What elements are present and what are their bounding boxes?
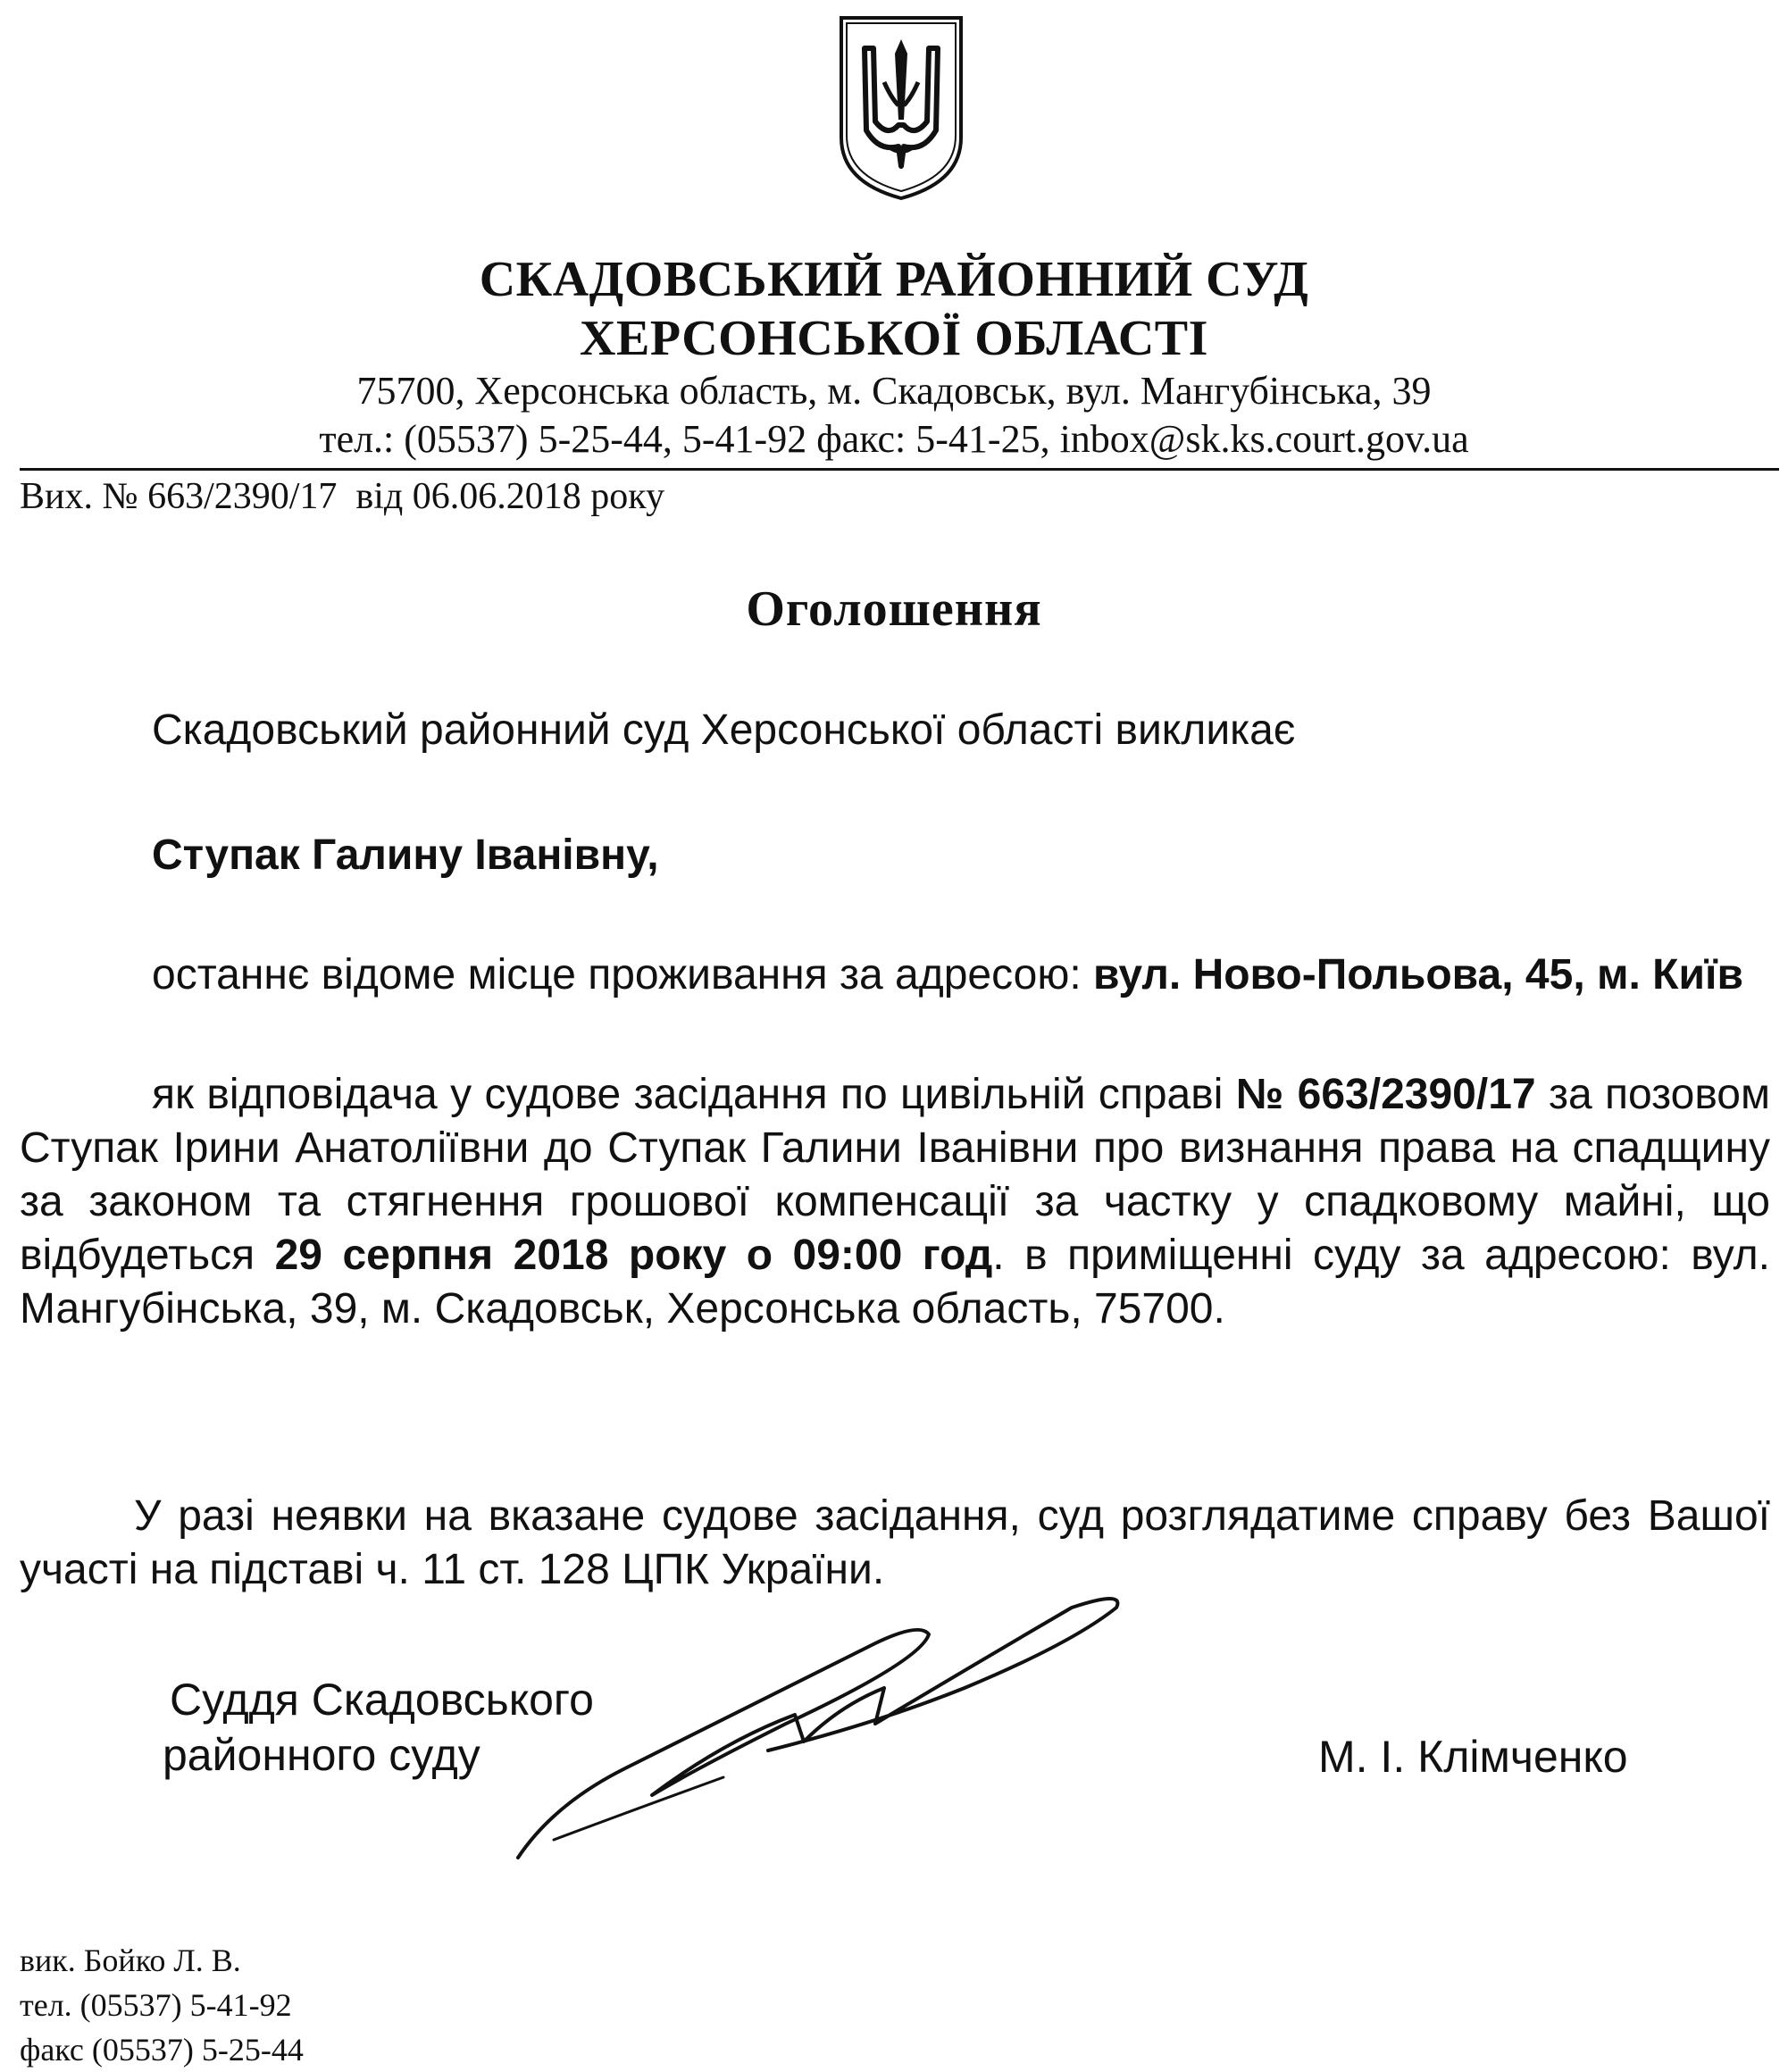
hearing-datetime: 29 серпня 2018 року о 09:00 год (274, 1232, 993, 1279)
executor-fax: факс (05537) 5-25-44 (20, 2032, 304, 2068)
court-name-line1: СКАДОВСЬКИЙ РАЙОННИЙ СУД (479, 252, 1309, 307)
main-paragraph (20, 1068, 1770, 1336)
handwritten-signature-icon (500, 1590, 1143, 1876)
warning-paragraph: У разі неявки на вказане судове засідання, суд розглядатиме справу без Вашої участі на підставі ч. 11 ст. 128 ЦПК України. (20, 1492, 1770, 1593)
document-title: Оголошення (746, 581, 1042, 637)
case-number: № 663/2390/17 (1235, 1071, 1536, 1118)
court-name-line2: ХЕРСОНСЬКОЇ ОБЛАСТІ (580, 311, 1208, 366)
header-divider (20, 468, 1779, 471)
executor-footer (20, 1938, 304, 2072)
main-text-part2: за позовом Ступак Ірини Анатоліївни до Ступак Галини Іванівни про визнання права на спадщину за законом та стягнення грошової компенсації за частку у спадковому майні, що відбудеться (20, 1071, 1770, 1279)
outgoing-number: Вих. № 663/2390/17 від 06.06.2018 року (20, 476, 665, 517)
address-intro: останнє відоме місце проживання за адресою: (152, 951, 1094, 998)
executor-name: вик. Бойко Л. В. (20, 1942, 241, 1978)
invite-paragraph: Скадовський районний суд Херсонської області викликає (152, 706, 1296, 754)
judge-position-line2: районного суду (163, 1730, 480, 1780)
trident-coat-of-arms-icon (834, 13, 968, 202)
address-value: вул. Ново-Польова, 45, м. Київ (1093, 951, 1743, 998)
address-paragraph (20, 948, 1770, 1002)
court-contacts: тел.: (05537) 5-25-44, 5-41-92 факс: 5-41-25, inbox@sk.ks.court.gov.ua (319, 417, 1469, 461)
defendant-name: Ступак Галину Іванівну, (152, 831, 659, 879)
main-text-part1: як відповідача у судове засідання по цивільній справі (152, 1071, 1236, 1118)
executor-phone: тел. (05537) 5-41-92 (20, 1987, 292, 2023)
judge-name: М. І. Клімченко (1318, 1732, 1628, 1782)
judge-position-line1: Суддя Скадовського (170, 1675, 594, 1725)
court-address: 75700, Херсонська область, м. Скадовськ, вул. Мангубінська, 39 (356, 369, 1432, 413)
main-text-part3: . в приміщенні суду за адресою: вул. Мангубінська, 39, м. Скадовськ, Херсонська область, 75700. (20, 1232, 1770, 1333)
